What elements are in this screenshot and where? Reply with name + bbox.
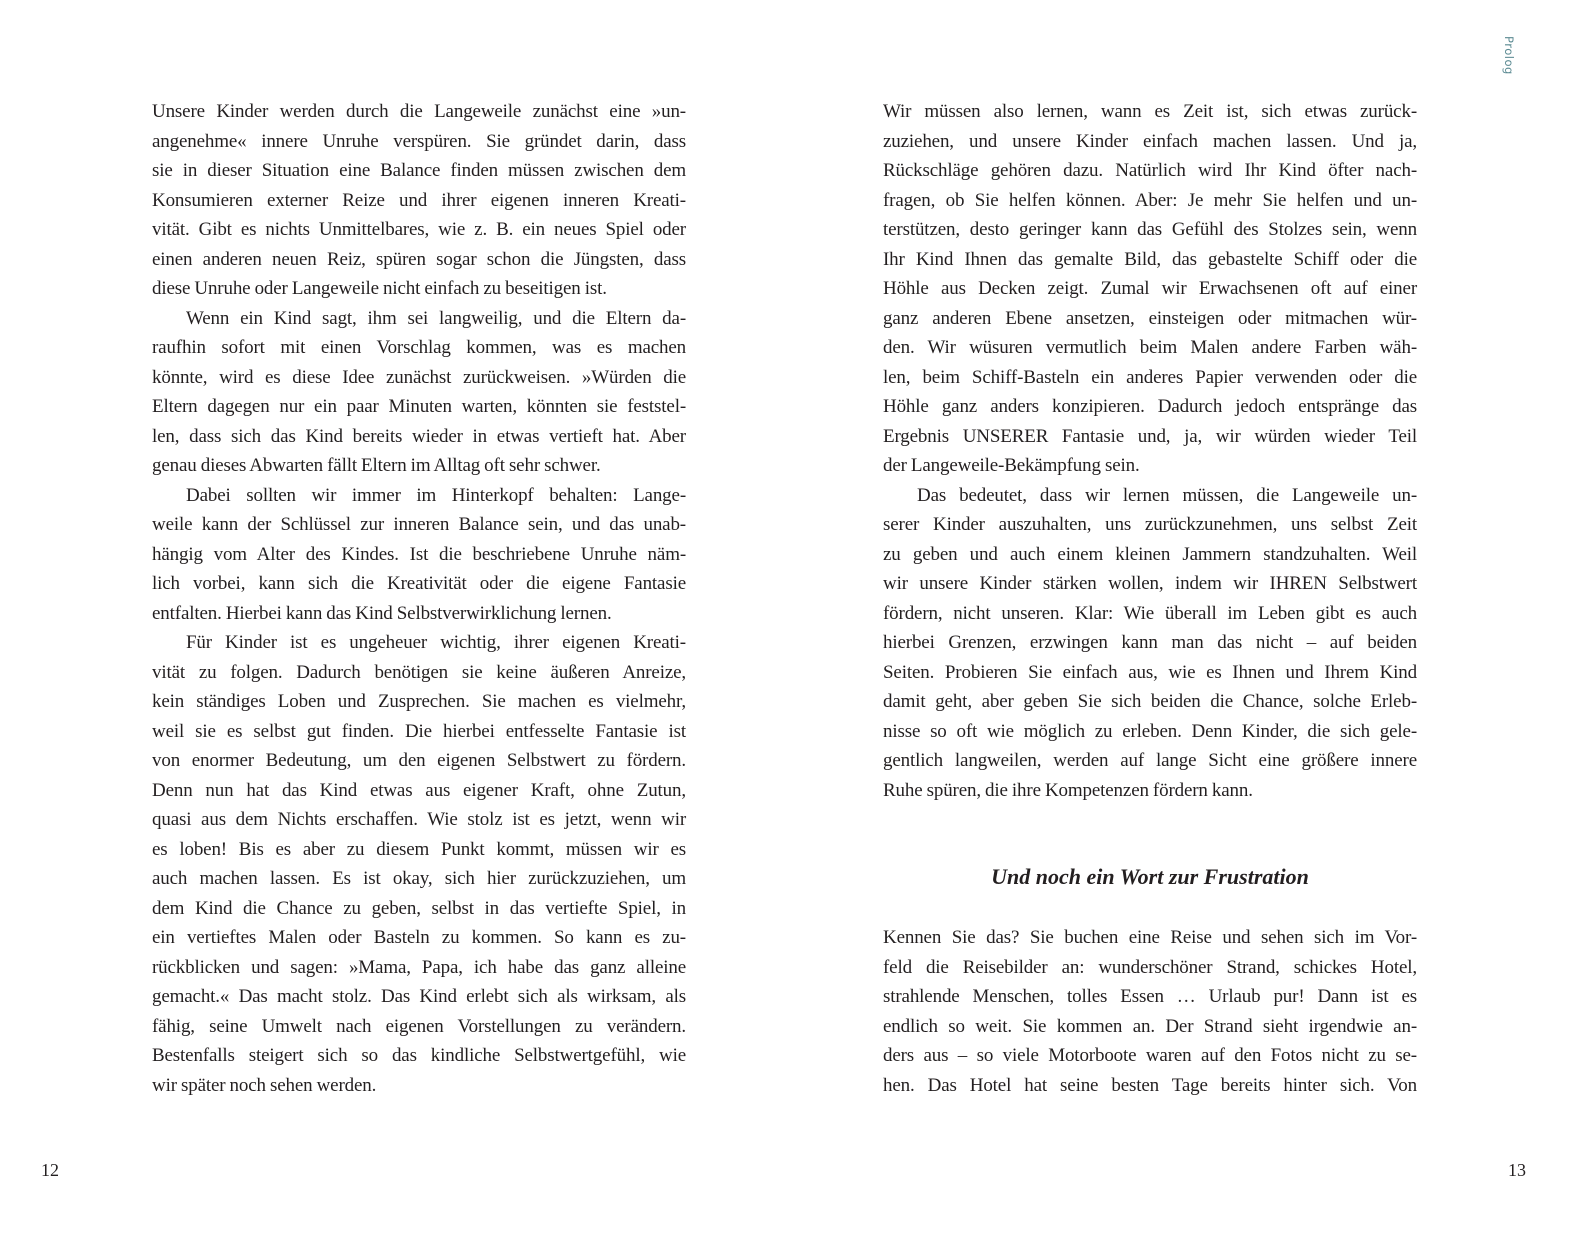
text-line: Unsere Kinder werden durch die Langeweile zunächst eine »un- [152,101,686,122]
text-line: Bestenfalls steigert sich so das kindliche Selbstwertgefühl, wie [152,1045,686,1066]
text-line: entfalten. Hierbei kann das Kind Selbstverwirklichung lernen. [152,602,612,624]
text-line: terstützen, desto geringer kann das Gefühl des Stolzes sein, wenn [883,219,1417,240]
text-line: strahlende Menschen, tolles Essen … Urlaub pur! Dann ist es [883,986,1417,1007]
text-line: feld die Reisebilder an: wunderschöner Strand, schickes Hotel, [883,956,1417,978]
running-head: Prolog [1502,36,1516,75]
text-line: damit geht, aber geben Sie sich beiden die Chance, solche Erleb- [883,691,1417,712]
text-line: einen anderen neuen Reiz, spüren sogar schon die Jüngsten, dass [152,248,686,270]
text-line: von enormer Bedeutung, um den eigenen Selbstwert zu fördern. [152,750,686,771]
text-line: den. Wir wüsuren vermutlich beim Malen andere Farben wäh- [883,337,1417,358]
text-line: der Langeweile-Bekämpfung sein. [883,455,1140,476]
text-line: quasi aus dem Nichts erschaffen. Wie stolz ist es jetzt, wenn wir [152,809,686,830]
text-line: serer Kinder auszuhalten, uns zurückzunehmen, uns selbst Zeit [883,514,1417,535]
right-text-column [883,97,1417,805]
text-line: Seiten. Probieren Sie einfach aus, wie es Ihnen und Ihrem Kind [883,661,1417,683]
text-line: fragen, ob Sie helfen können. Aber: Je mehr Sie helfen und un- [883,189,1417,211]
text-line: len, dass sich das Kind bereits wieder in etwas vertieft hat. Aber [152,425,686,447]
text-line: genau dieses Abwarten fällt Eltern im Alltag oft sehr schwer. [152,455,601,476]
text-line: sie in dieser Situation eine Balance finden müssen zwischen dem [152,160,686,181]
text-line: zuziehen, und unsere Kinder einfach machen lassen. Und ja, [883,130,1417,152]
text-line: es loben! Bis es aber zu diesem Punkt kommt, müssen wir es [152,838,686,860]
left-text-column [152,97,686,1100]
text-line: Höhle ganz anders konzipieren. Dadurch jedoch entspränge das [883,396,1417,417]
text-line: kein ständiges Loben und Zusprechen. Sie machen es vielmehr, [152,691,686,712]
text-line: hen. Das Hotel hat seine besten Tage bereits hinter sich. Von [883,1074,1417,1096]
page-number-left: 12 [41,1160,59,1180]
text-line: ein vertieftes Malen oder Basteln zu kommen. So kann es zu- [152,927,686,948]
text-line: hierbei Grenzen, erzwingen kann man das nicht – auf beiden [883,632,1417,653]
text-line: Rückschläge gehören dazu. Natürlich wird Ihr Kind öfter nach- [883,160,1417,181]
text-line: nisse so oft wie möglich zu erleben. Denn Kinder, die sich gele- [883,720,1417,742]
text-line: hängig vom Alter des Kindes. Ist die beschriebene Unruhe näm- [152,543,686,565]
text-line: vität. Gibt es nichts Unmittelbares, wie z. B. ein neues Spiel oder [152,219,686,240]
page-number-right: 13 [1508,1160,1526,1180]
text-line: weil sie es selbst gut finden. Die hierbei entfesselte Fantasie ist [152,720,686,742]
text-line: Wir müssen also lernen, wann es Zeit ist, sich etwas zurück- [883,101,1417,122]
text-line: endlich so weit. Sie kommen an. Der Strand sieht irgendwie an- [883,1015,1417,1037]
text-line: vität zu folgen. Dadurch benötigen sie keine äußeren Anreize, [152,661,686,683]
text-line: Das bedeutet, dass wir lernen müssen, die Langeweile un- [917,484,1417,506]
text-line: könnte, wird es diese Idee zunächst zurückweisen. »Würden die [152,366,686,388]
right-text-column-after-heading [883,923,1417,1100]
text-line: ders aus – so viele Motorboote waren auf den Fotos nicht zu se- [883,1045,1417,1066]
text-line: raufhin sofort mit einen Vorschlag kommen, was es machen [152,337,686,358]
text-line: Ruhe spüren, die ihre Kompetenzen fördern kann. [883,779,1253,801]
text-line: Ihr Kind Ihnen das gemalte Bild, das gebastelte Schiff oder die [883,248,1417,270]
text-line: fördern, nicht unseren. Klar: Wie überall im Leben gibt es auch [883,602,1417,624]
text-line: Wenn ein Kind sagt, ihm sei langweilig, und die Eltern da- [186,307,686,329]
text-line: diese Unruhe oder Langeweile nicht einfach zu beseitigen ist. [152,278,607,299]
text-line: dem Kind die Chance zu geben, selbst in das vertiefte Spiel, in [152,897,686,919]
text-line: Dabei sollten wir immer im Hinterkopf behalten: Lange- [186,484,686,506]
text-line: auch machen lassen. Es ist okay, sich hier zurückzuziehen, um [152,868,686,889]
text-line: len, beim Schiff-Basteln ein anderes Papier verwenden oder die [883,366,1417,388]
text-line: wir später noch sehen werden. [152,1074,377,1096]
text-line: wir unsere Kinder stärken wollen, indem wir IHREN Selbstwert [883,573,1417,594]
text-line: weile kann der Schlüssel zur inneren Balance sein, und das unab- [152,514,686,535]
text-line: Ergebnis UNSERER Fantasie und, ja, wir würden wieder Teil [883,425,1417,447]
text-line: gemacht.« Das macht stolz. Das Kind erlebt sich als wirksam, als [152,986,686,1007]
text-line: Höhle aus Decken zeigt. Zumal wir Erwachsenen oft auf einer [883,278,1417,299]
text-line: Für Kinder ist es ungeheuer wichtig, ihrer eigenen Kreati- [186,632,686,653]
right-page [797,0,1594,1240]
text-line: gentlich langweilen, werden auf lange Sicht eine größere innere [883,750,1417,771]
text-line: zu geben und auch einem kleinen Jammern standzuhalten. Weil [883,543,1417,565]
text-line: Eltern dagegen nur ein paar Minuten warten, könnten sie feststel- [152,396,686,417]
text-line: fähig, seine Umwelt nach eigenen Vorstellungen zu verändern. [152,1015,686,1037]
section-heading: Und noch ein Wort zur Frustration [991,864,1309,889]
text-line: angenehme« innere Unruhe verspüren. Sie gründet darin, dass [152,130,686,152]
text-line: Konsumieren externer Reize und ihrer eigenen inneren Kreati- [152,189,686,211]
text-line: Denn nun hat das Kind etwas aus eigener Kraft, ohne Zutun, [152,779,686,801]
text-line: Kennen Sie das? Sie buchen eine Reise und sehen sich im Vor- [883,927,1417,948]
text-line: ganz anderen Ebene ansetzen, einsteigen oder mitmachen wür- [883,307,1417,329]
text-line: rückblicken und sagen: »Mama, Papa, ich habe das ganz alleine [152,956,686,978]
text-line: lich vorbei, kann sich die Kreativität oder die eigene Fantasie [152,573,686,594]
